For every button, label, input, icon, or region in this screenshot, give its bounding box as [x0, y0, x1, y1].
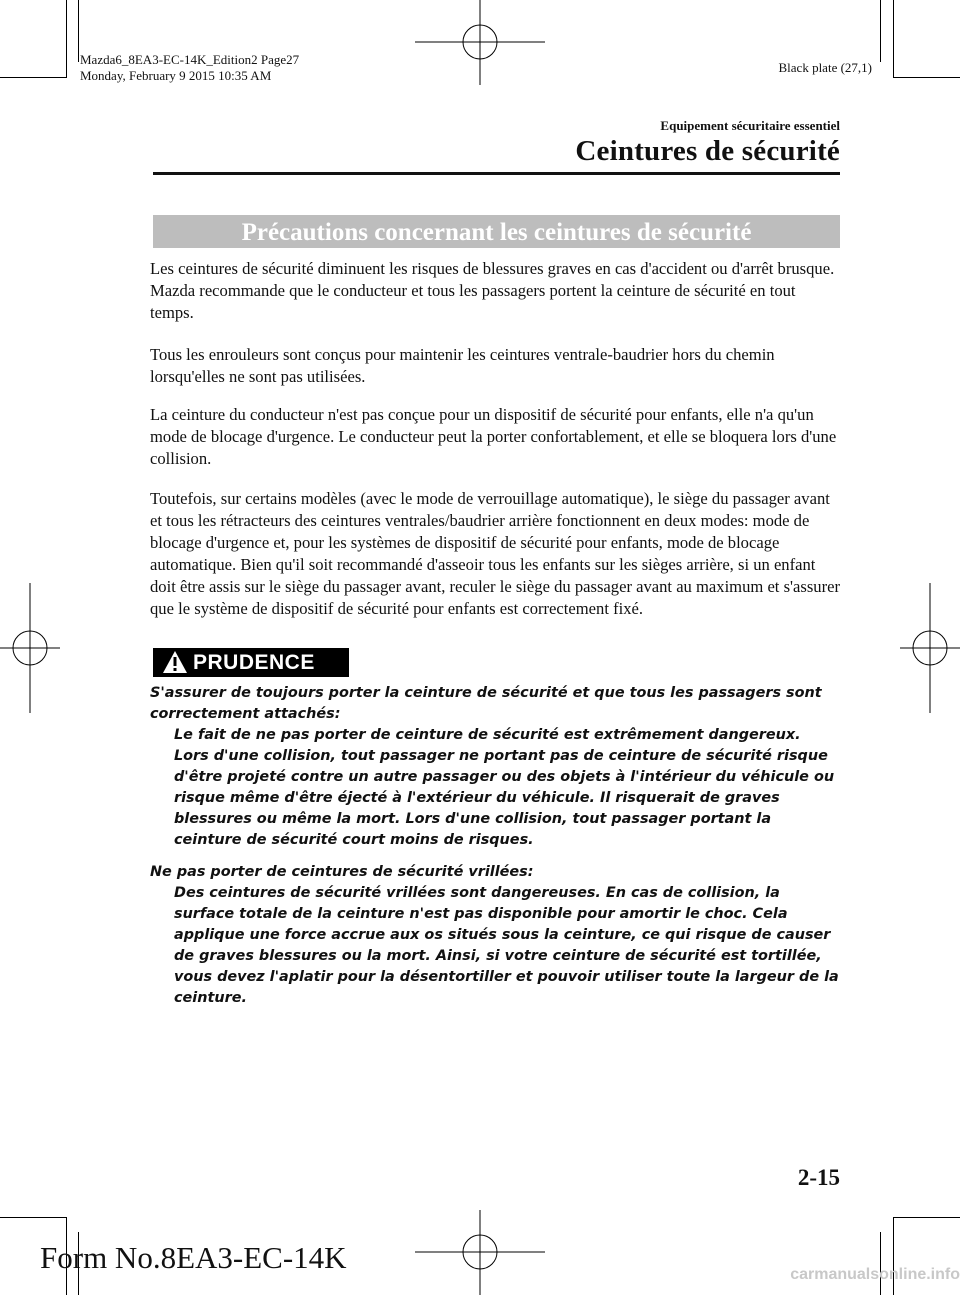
warning-triangle-icon: [162, 650, 188, 674]
caution-label: [153, 648, 349, 677]
paragraph-4: Toutefois, sur certains modèles (avec le mode de verrouillage automatique), le siège du passager avant et tous les rétracteurs des ceintures ventrales/baudrier arrière fonctionnent en deux modes: mode de blocage d'urgence et, pour les systèmes de dispositif de sécurité pour enfants, mode de blocage automatique. Bien qu'il soit recommandé d'asseoir tous les enfants sur les sièges arrière, si un enfant doit être assis sur le siège du passager avant, reculer le siège du passager avant au maximum et s'assurer que le système de dispositif de sécurité pour enfants est correctement fixé.: [150, 489, 841, 618]
print-meta-line2: Monday, February 9 2015 10:35 AM: [80, 68, 272, 83]
print-meta-line1: Mazda6_8EA3-EC-14K_Edition2 Page27: [80, 52, 300, 67]
print-metadata: [80, 52, 299, 84]
registration-mark-top: [415, 0, 545, 90]
crop-mark: [78, 0, 79, 62]
form-number: Form No.8EA3-EC-14K: [40, 1240, 347, 1275]
crop-mark: [880, 1232, 881, 1295]
page-number: 2-15: [797, 1165, 840, 1190]
crop-mark: [66, 0, 67, 78]
crop-mark: [0, 77, 66, 78]
caution-label-text: PRUDENCE: [193, 651, 315, 674]
paragraph-1: Les ceintures de sécurité diminuent les risques de blessures graves en cas d'accident ou d'arrêt brusque. Mazda recommande que le conducteur et tous les passagers portent la ceinture de sécurité en tout temps.: [150, 259, 835, 322]
crop-mark: [893, 1217, 960, 1218]
registration-mark-right: [900, 583, 960, 713]
crop-mark: [880, 0, 881, 62]
caution-body-1: Le fait de ne pas porter de ceinture de sécurité est extrêmement dangereux. Lors d'une collision, tout passager ne portant pas de ceinture de sécurité risque d'être projeté contre un autre passager ou des objets à l'intérieur du véhicule ou risque même d'être éjecté à l'extérieur du véhicule. Il risquerait de graves blessures ou même la mort. Lors d'une collision, tout passager portant la ceinture de sécurité court moins de risques.: [174, 727, 835, 848]
paragraph-2: Tous les enrouleurs sont conçus pour maintenir les ceintures ventrale-baudrier hors du chemin lorsqu'elles ne sont pas utilisées.: [150, 345, 775, 386]
caution-heading-1: S'assurer de toujours porter la ceinture de sécurité et que tous les passagers sont correctement attachés:: [150, 685, 822, 722]
crop-mark: [893, 0, 894, 78]
chapter-title: Ceintures de sécurité: [575, 135, 840, 167]
watermark: carmanualsonline.info: [790, 1266, 960, 1283]
crop-mark: [0, 1217, 66, 1218]
caution-body-2: Des ceintures de sécurité vrillées sont dangereuses. En cas de collision, la surface totale de la ceinture n'est pas disponible pour amortir le choc. Cela applique une force accrue aux os situés sous la ceinture, ce qui risque de causer de graves blessures ou la mort. Ainsi, si votre ceinture de sécurité est tortillée, vous devez l'aplatir pour la désentortiller et pouvoir utiliser toute la largeur de la ceinture.: [174, 885, 839, 1006]
header-rule: [153, 172, 840, 175]
paragraph-3: La ceinture du conducteur n'est pas conçue pour un dispositif de sécurité pour enfants, elle n'a qu'un mode de blocage d'urgence. Le conducteur peut la porter confortablement, et elle se bloquera lors d'une collision.: [150, 405, 837, 468]
caution-heading-2: Ne pas porter de ceintures de sécurité vrillées:: [150, 864, 534, 880]
crop-mark: [893, 77, 960, 78]
registration-mark-bottom: [415, 1210, 545, 1295]
section-title: Précautions concernant les ceintures de sécurité: [153, 215, 840, 248]
registration-mark-left: [0, 583, 60, 713]
plate-label: Black plate (27,1): [778, 60, 872, 75]
chapter-subtitle: Equipement sécuritaire essentiel: [660, 118, 840, 133]
